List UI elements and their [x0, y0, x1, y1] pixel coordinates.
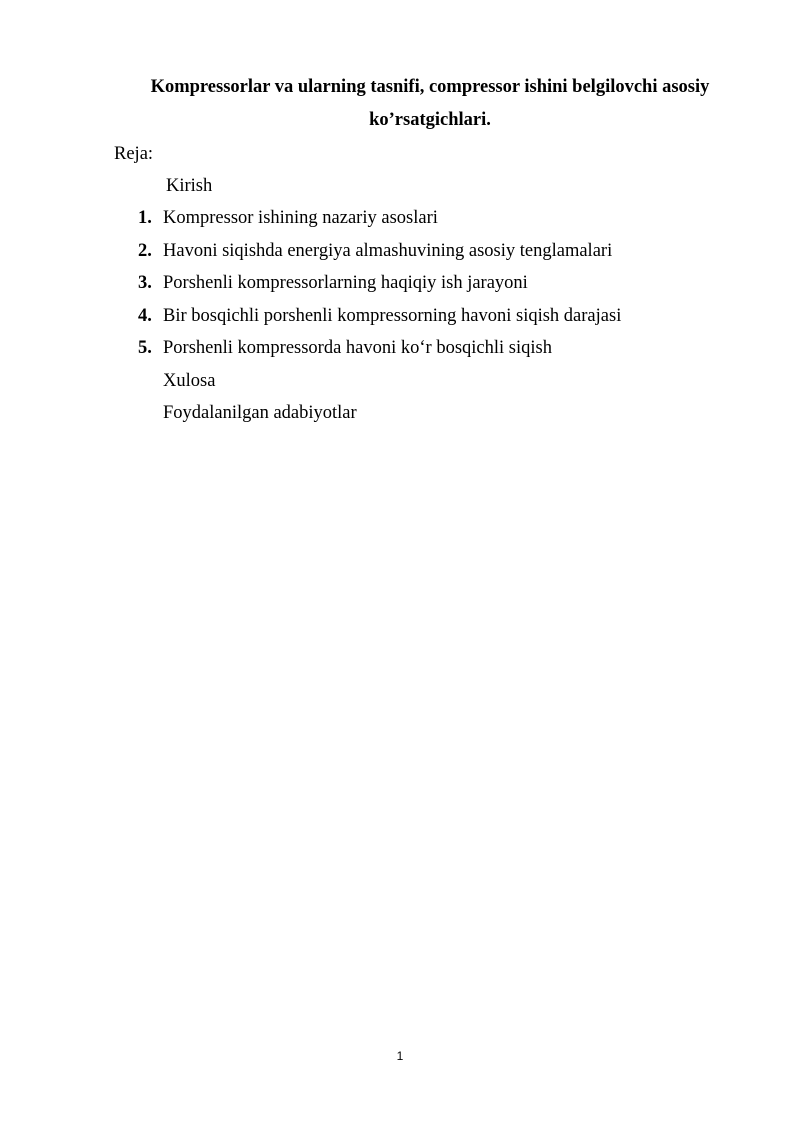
page-title [120, 71, 740, 137]
list-item-number: 2. [138, 241, 152, 261]
intro-item: Kirish [166, 176, 213, 196]
list-item-text: Havoni siqishda energiya almashuvining asosiy tenglamalari [163, 241, 613, 261]
title-line-1: Kompressorlar va ularning tasnifi, compressor ishini belgilovchi asosiy [150, 77, 710, 97]
list-item-number: 1. [138, 208, 152, 228]
title-line-2: ko’rsatgichlari. [369, 110, 491, 130]
list-item-number: 4. [138, 306, 152, 326]
plan-label: Reja: [114, 144, 154, 164]
list-item-text: Porshenli kompressorlarning haqiqiy ish jarayoni [163, 273, 528, 293]
list-item-number: 3. [138, 273, 152, 293]
list-item-number: 5. [138, 338, 152, 358]
conclusion-item: Xulosa [163, 371, 216, 391]
page-number: 1 [396, 1049, 404, 1063]
list-item-text: Bir bosqichli porshenli kompressorning havoni siqish darajasi [163, 306, 622, 326]
references-item: Foydalanilgan adabiyotlar [163, 403, 357, 423]
list-item-text: Porshenli kompressorda havoni ko‘r bosqichli siqish [163, 338, 552, 358]
list-item-text: Kompressor ishining nazariy asoslari [163, 208, 438, 228]
